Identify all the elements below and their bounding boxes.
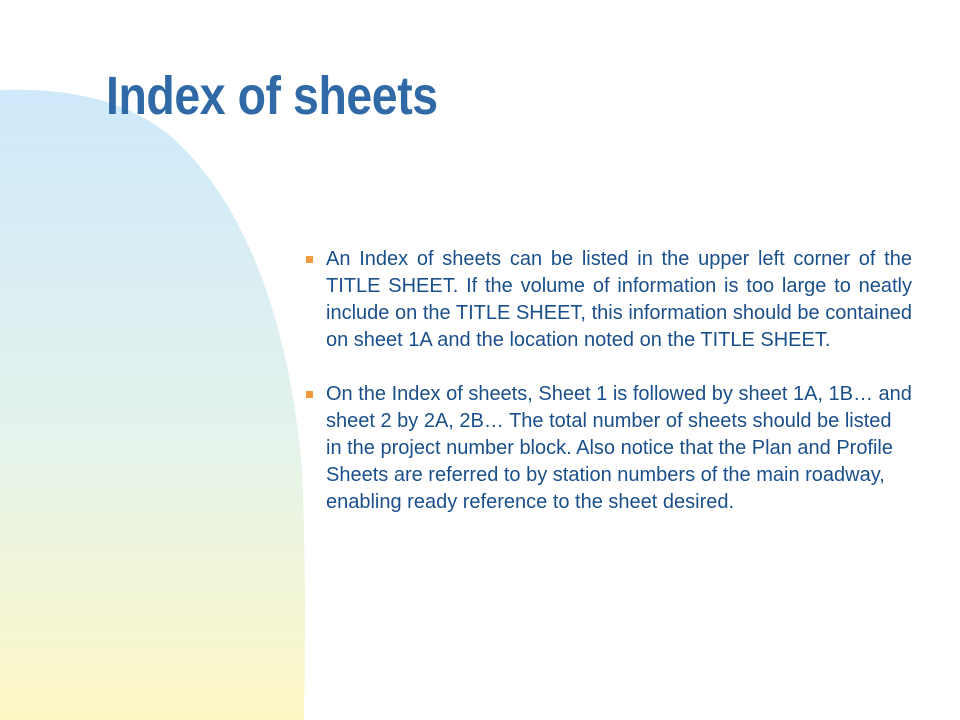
bullet-item-index-location: [306, 246, 912, 354]
bullet-list: [306, 246, 912, 516]
square-bullet-icon: [306, 391, 313, 398]
square-bullet-icon: [306, 256, 313, 263]
bullet-item-sheet-numbering: [306, 381, 912, 516]
slide-title: Index of sheets: [106, 66, 438, 126]
bullet-text: On the Index of sheets, Sheet 1 is followed by sheet 1A, 1B… and sheet 2 by 2A, 2B… The total number of sheets should be listed in the project number block. Also notice that the Plan and Profile Sheets are referred to by station numbers of the main roadway, enabling ready reference to the sheet desired.: [326, 383, 912, 513]
bullet-text: An Index of sheets can be listed in the upper left corner of the TITLE SHEET. If the volume of information is too large to neatly include on the TITLE SHEET, this information should be contained on sheet 1A and the location noted on the TITLE SHEET.: [326, 248, 912, 351]
